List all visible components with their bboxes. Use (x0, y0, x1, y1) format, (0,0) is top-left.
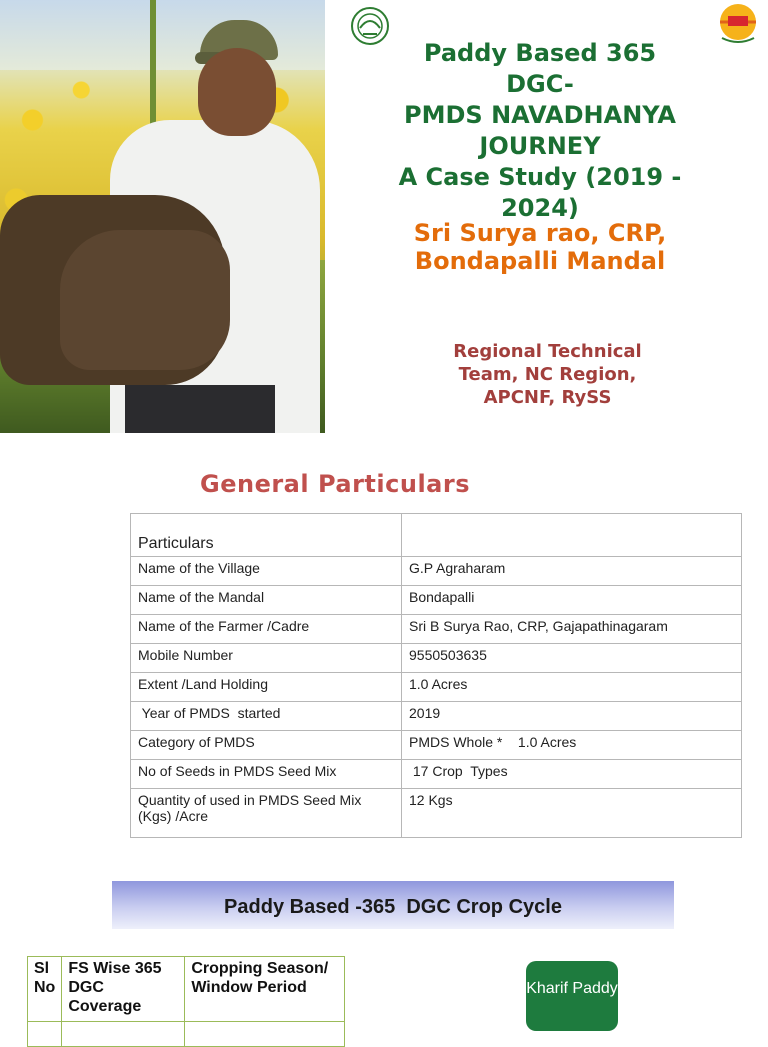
table-row (131, 702, 742, 731)
team-credit: Regional Technical Team, NC Region, APCNF, RySS (453, 341, 642, 408)
farmer-subtitle: Sri Surya rao, CRP, Bondapalli Mandal (413, 219, 667, 275)
table-row (131, 731, 742, 760)
table-header-row (131, 514, 742, 557)
farmer-photo (0, 0, 325, 433)
row-value: 9550503635 (402, 644, 742, 673)
cycle-header-row (28, 957, 345, 1022)
row-value: PMDS Whole * 1.0 Acres (402, 731, 742, 760)
row-label: Year of PMDS started (131, 702, 402, 731)
table-row (131, 760, 742, 789)
row-label: Mobile Number (131, 644, 402, 673)
header-cell-value (402, 514, 742, 557)
row-value: Bondapalli (402, 586, 742, 615)
section-title-general-particulars: General Particulars (200, 470, 470, 498)
row-value: 17 Crop Types (402, 760, 742, 789)
row-label: No of Seeds in PMDS Seed Mix (131, 760, 402, 789)
row-label: Name of the Mandal (131, 586, 402, 615)
table-row (131, 673, 742, 702)
header-cell-sl-no: Sl No (28, 957, 62, 1022)
row-label: Extent /Land Holding (131, 673, 402, 702)
crop-cycle-banner: Paddy Based -365 DGC Crop Cycle (112, 881, 674, 929)
row-label: Name of the Village (131, 557, 402, 586)
kharif-paddy-box: Kharif Paddy (526, 961, 618, 1031)
header-cell-fs-coverage: FS Wise 365 DGC Coverage (62, 957, 185, 1022)
header-cell-particulars: Particulars (131, 514, 402, 557)
table-row (131, 644, 742, 673)
row-value: G.P Agraharam (402, 557, 742, 586)
case-study-title: Paddy Based 365 DGC- PMDS NAVADHANYA JOURNEY A Case Study (2019 - 2024) (398, 39, 682, 222)
general-particulars-table (130, 513, 742, 838)
table-row (131, 615, 742, 644)
row-label: Category of PMDS (131, 731, 402, 760)
row-label: Quantity of used in PMDS Seed Mix (Kgs) /Acre (131, 789, 402, 838)
row-value: 1.0 Acres (402, 673, 742, 702)
row-value: Sri B Surya Rao, CRP, Gajapathinagaram (402, 615, 742, 644)
header-cell-cropping-season: Cropping Season/ Window Period (185, 957, 345, 1022)
table-row (131, 789, 742, 838)
cycle-row (28, 1022, 345, 1047)
natural-farming-logo (710, 2, 766, 46)
row-value: 12 Kgs (402, 789, 742, 838)
table-row (131, 586, 742, 615)
row-value: 2019 (402, 702, 742, 731)
table-row (131, 557, 742, 586)
crop-cycle-table (27, 956, 345, 1047)
row-label: Name of the Farmer /Cadre (131, 615, 402, 644)
